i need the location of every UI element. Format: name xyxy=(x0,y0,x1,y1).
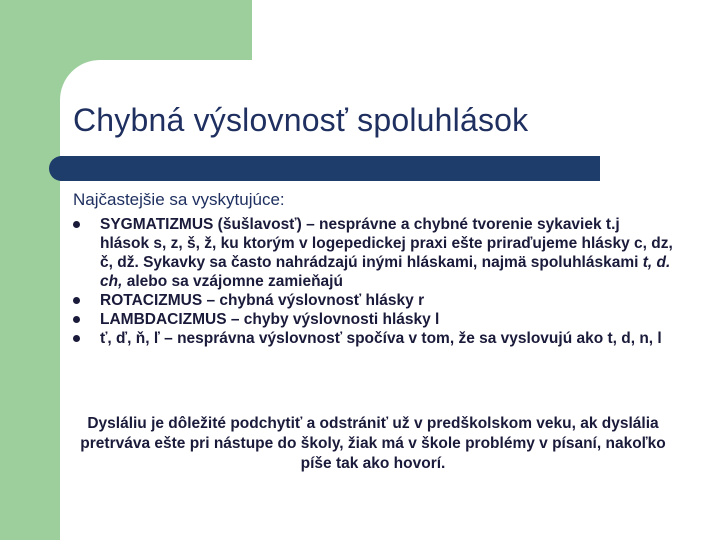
slide-subtitle: Najčastejšie sa vyskytujúce: xyxy=(73,190,285,209)
bullet-text: LAMBDACIZMUS – chyby výslovnosti hlásky l xyxy=(100,311,440,328)
list-item xyxy=(73,310,673,329)
list-item xyxy=(73,329,673,348)
title-underline-bar xyxy=(60,156,600,181)
bullet-text: ROTACIZMUS – chybná výslovnosť hlásky r xyxy=(100,292,425,309)
bullet-dot-icon xyxy=(73,316,80,323)
list-item xyxy=(73,291,673,310)
bullet-text: SYGMATIZMUS (šušlavosť) – nesprávne a chybné tvorenie sykaviek t.j hlások s, z, š, ž, ku ktorým v logepedickej praxi ešte priraďujeme hlásky c, dz, č, dž. Sykavky sa často nahrádzajú inými hláskami, najmä spoluhláskami xyxy=(100,216,673,271)
list-item xyxy=(73,215,673,291)
bullet-list xyxy=(73,215,673,348)
bullet-dot-icon xyxy=(73,335,80,342)
bullet-dot-icon xyxy=(73,297,80,304)
bullet-text: ť, ď, ň, ľ – nesprávna výslovnosť spočíva v tom, že sa vyslovujú ako t, d, n, l xyxy=(100,330,662,347)
bullet-text: alebo sa vzájomne zamieňajú xyxy=(122,273,343,290)
footer-paragraph: Dysláliu je dôležité podchytiť a odstrániť už v predškolskom veku, ak dyslália pretrváva ešte pri nástupe do školy, žiak má v škole problémy v písaní, nakoľko píše tak ako hovorí. xyxy=(80,415,666,472)
slide-title: Chybná výslovnosť spoluhlások xyxy=(73,102,529,138)
bullet-italic-text: t, d. ch, xyxy=(100,254,671,290)
bullet-dot-icon xyxy=(73,221,80,228)
